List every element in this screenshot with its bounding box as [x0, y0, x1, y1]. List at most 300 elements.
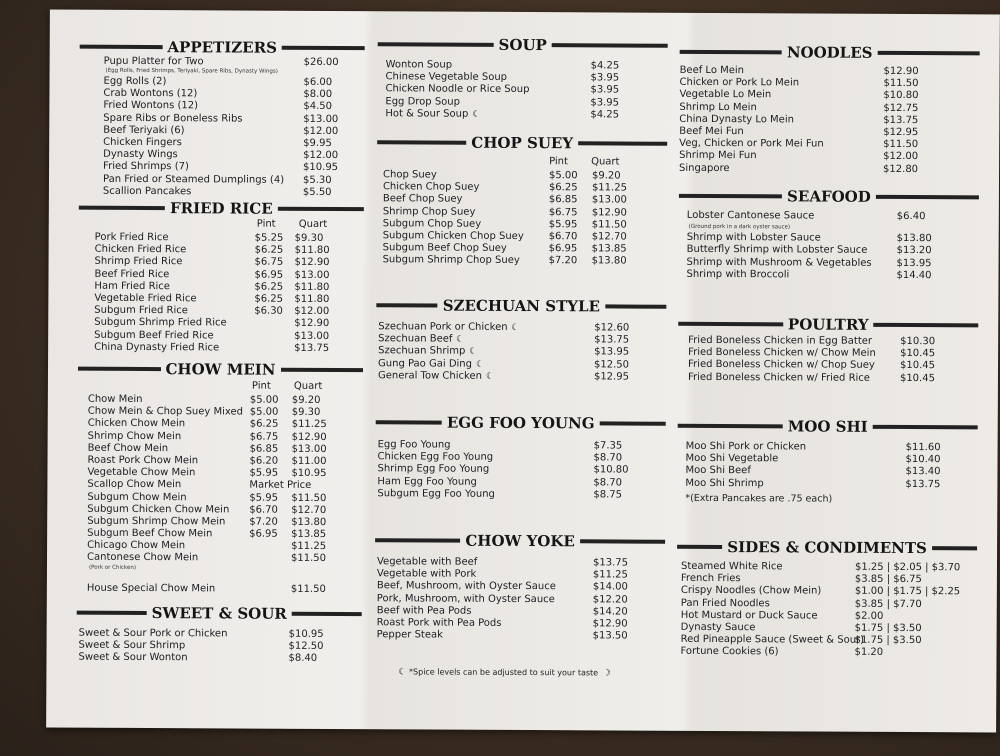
- item-price: $14.40: [896, 269, 932, 281]
- pint-price: $5.25: [254, 232, 284, 244]
- section-header-sweet-sour: [77, 604, 362, 623]
- sweet-sour-list: [76, 628, 361, 666]
- item-name: Chicken Fingers: [103, 136, 182, 149]
- chop-suey-list: [377, 169, 668, 268]
- header-rule: [77, 611, 147, 615]
- item-price: $11.60: [905, 442, 941, 454]
- menu-item: [678, 371, 978, 385]
- section-header-appetizers: [80, 38, 365, 57]
- menu-item: [679, 162, 979, 176]
- item-name: Scallop Chow Mein: [87, 479, 182, 491]
- item-price: $10.30: [900, 335, 936, 348]
- section-header-fried-rice: [79, 199, 364, 218]
- quart-price: $12.90: [294, 318, 330, 330]
- menu-column-left: [76, 10, 365, 729]
- item-name: Dynasty Sauce: [680, 621, 756, 634]
- item-name: Subgum Shrimp Chop Suey: [382, 254, 520, 267]
- item-price: $7.35: [593, 440, 623, 452]
- pint-price: $6.95: [254, 269, 284, 281]
- item-price: $13.75: [883, 114, 919, 126]
- item-price: $4.25: [590, 109, 620, 121]
- moo-shi-list: [677, 441, 977, 491]
- item-price: $8.40: [288, 653, 318, 665]
- item-price: $12.00: [883, 151, 919, 163]
- quart-price: $13.80: [291, 516, 327, 528]
- item-price: $10.95: [303, 162, 339, 174]
- item-name: Moo Shi Shrimp: [685, 477, 764, 489]
- pint-price: $6.70: [249, 504, 278, 516]
- item-price: $3.85 | $7.70: [854, 598, 922, 610]
- item-name: Shrimp with Mushroom & Vegetables: [686, 256, 872, 269]
- item-price: $6.00: [303, 76, 333, 88]
- item-name: Roast Pork Chow Mein: [87, 454, 199, 467]
- item-price: $3.95: [590, 84, 620, 96]
- item-price: $12.75: [883, 102, 919, 114]
- quart-price: $11.50: [290, 583, 326, 595]
- item-price: $1.75 | $3.50: [854, 634, 922, 647]
- item-price: $10.95: [288, 628, 324, 640]
- item-name: Butterfly Shrimp with Lobster Sauce: [686, 244, 868, 257]
- quart-price: $12.00: [294, 305, 330, 318]
- menu-item: [77, 552, 362, 566]
- item-price: $12.90: [592, 618, 628, 630]
- seafood-list: [678, 210, 978, 283]
- quart-price: $10.95: [291, 467, 327, 480]
- item-name: Beef Chow Mein: [87, 442, 169, 454]
- fried-rice-list: [78, 232, 364, 355]
- section-title: CHOW YOKE: [465, 531, 575, 551]
- quart-price: $13.00: [291, 443, 327, 455]
- item-name: Vegetable Lo Mein: [679, 89, 772, 101]
- item-name: Dynasty Wings: [103, 148, 178, 161]
- pint-price: $6.95: [548, 243, 578, 255]
- item-name: Cantonese Chow Mein: [86, 552, 199, 564]
- chili-icon: ☾: [511, 322, 520, 333]
- menu-item: [80, 56, 365, 69]
- menu-item: [76, 652, 361, 666]
- item-price: $9.95: [303, 137, 332, 149]
- item-name: Subgum Beef Chop Suey: [382, 242, 507, 255]
- sides-list: [676, 561, 977, 660]
- item-price: $26.00: [303, 56, 339, 69]
- header-rule: [278, 207, 364, 211]
- menu-item: [375, 488, 665, 502]
- item-name: Subgum Beef Chow Mein: [87, 527, 213, 540]
- item-name: Fried Boneless Chicken w/ Fried Rice: [687, 371, 870, 384]
- pint-price: $6.75: [249, 431, 279, 443]
- item-price: $12.95: [883, 126, 919, 139]
- item-name: Chow Mein & Chop Suey Mixed: [87, 405, 244, 418]
- menu-item: [375, 629, 665, 643]
- item-name: Beef, Mushroom, with Oyster Sauce: [376, 580, 556, 593]
- item-name: Sweet & Sour Wonton: [78, 652, 188, 664]
- item-name: Pepper Steak: [376, 629, 443, 641]
- quart-price: $11.25: [291, 419, 327, 431]
- pint-price: $6.25: [548, 182, 578, 194]
- item-name: Sweet & Sour Shrimp: [78, 639, 186, 652]
- header-rule: [677, 545, 722, 549]
- quart-price: $11.25: [291, 541, 327, 553]
- item-name: Spare Ribs or Boneless Ribs: [103, 112, 243, 125]
- item-name: Subgum Chow Mein: [87, 491, 187, 503]
- quart-price: $11.50: [291, 492, 327, 504]
- section-header-chow-yoke: [375, 531, 665, 551]
- section-title: SEAFOOD: [787, 187, 871, 206]
- header-rule: [874, 323, 979, 328]
- section-title: MOO SHI: [787, 417, 868, 436]
- item-name: Chicken Chop Suey: [382, 181, 480, 193]
- section-header-chop-suey: [377, 133, 667, 153]
- header-rule: [282, 46, 365, 50]
- item-name: Shrimp Mei Fun: [679, 150, 757, 162]
- item-name: China Dynasty Lo Mein: [679, 113, 795, 126]
- menu-paper: [46, 10, 1000, 733]
- header-rule: [580, 539, 665, 543]
- header-rule: [376, 303, 437, 307]
- section-header-sides: [677, 538, 977, 558]
- spice-note-text: *Spice levels can be adjusted to suit your taste: [409, 667, 599, 678]
- item-price: $12.50: [288, 640, 324, 653]
- section-title: CHOP SUEY: [471, 133, 574, 153]
- section-header-soup: [378, 35, 668, 55]
- chili-icon: ☾: [398, 667, 407, 678]
- item-name: Egg Foo Young: [377, 439, 451, 451]
- quart-price: $13.00: [294, 330, 330, 342]
- item-name: Moo Shi Pork or Chicken: [685, 440, 807, 453]
- quart-price: $11.25: [591, 182, 627, 194]
- item-name: Crispy Noodles (Chow Mein): [680, 585, 822, 597]
- pint-header: Pint: [549, 156, 568, 168]
- item-price: $12.50: [594, 358, 630, 371]
- pint-price: $6.25: [254, 281, 284, 293]
- item-price: $8.00: [303, 89, 333, 101]
- pint-price: $7.20: [548, 255, 578, 267]
- item-price: $4.50: [303, 101, 333, 113]
- item-price: $8.75: [593, 489, 623, 501]
- header-rule: [678, 424, 783, 429]
- item-name: Steamed White Rice: [680, 560, 783, 573]
- quart-price: $11.80: [294, 293, 330, 305]
- item-name: Red Pineapple Sauce (Sweet & Sour): [680, 633, 865, 646]
- header-rule: [281, 368, 364, 372]
- item-price: $14.00: [592, 581, 628, 593]
- quart-price: $13.75: [294, 342, 330, 354]
- item-price: $10.80: [593, 464, 629, 476]
- item-name: Szechuan Beef: [378, 333, 453, 345]
- pint-price: $6.75: [254, 256, 284, 269]
- header-rule: [378, 42, 494, 47]
- item-name: Hot & Sour Soup: [385, 108, 469, 120]
- quart-price: $9.20: [591, 170, 621, 182]
- section-header-chow-mein: [78, 360, 363, 379]
- section-title: FRIED RICE: [169, 199, 273, 218]
- chili-icon: ☾: [469, 347, 478, 358]
- pint-header: Pint: [251, 380, 271, 392]
- header-rule: [375, 538, 460, 542]
- quart-price: $13.80: [591, 255, 627, 267]
- item-price: $13.75: [594, 334, 630, 346]
- quart-price: $11.50: [591, 219, 627, 231]
- item-name: Fried Boneless Chicken in Egg Batter: [688, 334, 873, 347]
- item-price: $5.30: [302, 174, 332, 186]
- item-name: Chicken Egg Foo Young: [377, 451, 494, 464]
- item-name: Beef with Pea Pods: [376, 604, 472, 617]
- item-price: $3.85 | $6.75: [854, 573, 922, 586]
- pint-price: $6.75: [548, 206, 578, 218]
- quart-price: $13.85: [591, 243, 627, 255]
- section-header-moo-shi: [678, 417, 978, 437]
- item-price: $12.80: [883, 163, 919, 175]
- item-price: $12.95: [593, 371, 629, 383]
- item-name: Chop Suey: [382, 169, 437, 181]
- section-header-poultry: [678, 315, 978, 335]
- item-name: Shrimp Lo Mein: [679, 101, 757, 113]
- quart-header: Quart: [298, 218, 328, 230]
- item-name: Pupu Platter for Two: [103, 55, 204, 68]
- item-price: $13.40: [905, 466, 941, 478]
- item-name: Vegetable Chow Mein: [87, 466, 196, 479]
- section-header-szechuan: [376, 296, 666, 316]
- item-price: $11.50: [883, 139, 919, 151]
- chili-icon: ☾: [456, 334, 465, 345]
- item-name: Shrimp with Broccoli: [686, 268, 790, 281]
- chili-icon: ☾: [476, 359, 485, 370]
- item-name: Fried Shrimps (7): [103, 161, 189, 173]
- menu-item: [376, 370, 666, 384]
- pint-price: $5.00: [548, 170, 578, 182]
- menu-item: [676, 646, 976, 660]
- pint-price: $5.00: [249, 406, 279, 418]
- chili-icon: ☾: [485, 371, 495, 382]
- item-price: $5.50: [302, 186, 332, 198]
- menu-item: [679, 210, 979, 224]
- chili-icon: ☽: [602, 668, 611, 679]
- item-price: $12.00: [303, 149, 339, 162]
- item-name: Subgum Shrimp Fried Rice: [94, 317, 227, 329]
- item-price: $13.00: [303, 113, 339, 125]
- quart-price: $11.50: [290, 553, 327, 565]
- item-name: Beef Fried Rice: [94, 268, 170, 280]
- item-price: $13.75: [592, 557, 629, 569]
- item-name: Shrimp Fried Rice: [94, 256, 183, 268]
- item-name: Singapore: [679, 162, 730, 174]
- menu-column-right: [676, 13, 980, 733]
- section-title: EGG FOO YOUNG: [446, 413, 595, 433]
- pint-price: $5.95: [548, 218, 578, 231]
- menu-item: [377, 255, 667, 269]
- section-title: NOODLES: [786, 43, 873, 62]
- pint-price: $6.70: [548, 231, 578, 243]
- item-price: $11.50: [883, 78, 919, 90]
- quart-price: $12.70: [291, 504, 327, 516]
- item-name: Chinese Vegetable Soup: [385, 71, 508, 84]
- item-price: $1.00 | $1.75 | $2.25: [854, 586, 961, 598]
- item-price: $12.90: [883, 65, 919, 78]
- item-price: $11.25: [592, 569, 628, 581]
- item-name: Szechuan Shrimp: [378, 345, 466, 358]
- header-rule: [79, 206, 165, 210]
- item-price: $1.20: [854, 647, 884, 659]
- menu-item: [77, 582, 362, 596]
- item-price: $3.95: [590, 96, 620, 109]
- item-name: Moo Shi Beef: [685, 465, 751, 477]
- item-price: $10.40: [905, 454, 941, 466]
- item-price: $13.95: [594, 346, 630, 358]
- item-name: French Fries: [680, 573, 741, 585]
- item-price: $13.80: [896, 233, 932, 245]
- pint-price: $5.95: [249, 492, 279, 504]
- header-rule: [679, 194, 782, 199]
- item-name: Roast Pork with Pea Pods: [376, 617, 502, 629]
- section-title: SZECHUAN STYLE: [442, 296, 600, 316]
- item-price: $10.45: [900, 348, 936, 360]
- item-name: Shrimp Egg Foo Young: [377, 463, 490, 476]
- item-name: Shrimp with Lobster Sauce: [686, 232, 821, 244]
- menu-item: [78, 341, 363, 355]
- item-name: Chicken or Pork Lo Mein: [679, 77, 800, 89]
- quart-price: $11.80: [294, 244, 330, 257]
- item-name: Beef Mei Fun: [679, 125, 744, 138]
- item-name: Egg Rolls (2): [103, 75, 167, 88]
- menu-item: [79, 185, 364, 199]
- header-rule: [292, 612, 362, 616]
- menu-item: [677, 477, 977, 491]
- pint-price: Market Price: [249, 479, 312, 492]
- item-name: Pork, Mushroom, with Oyster Sauce: [376, 592, 555, 605]
- quart-header: Quart: [293, 380, 323, 392]
- pint-price: $6.85: [249, 443, 279, 455]
- pint-price: $6.25: [249, 418, 279, 431]
- item-price: $1.75 | $3.50: [854, 622, 922, 635]
- menu-column-middle: [374, 11, 668, 731]
- item-price: $12.60: [594, 322, 630, 334]
- item-note: (Ground pork in a dark oyster sauce): [688, 224, 791, 231]
- section-title: SIDES & CONDIMENTS: [727, 538, 927, 558]
- item-name: Sweet & Sour Pork or Chicken: [78, 627, 228, 640]
- pint-price: $6.30: [254, 305, 283, 317]
- section-title: SOUP: [498, 35, 547, 55]
- item-name: Crab Wontons (12): [103, 87, 198, 100]
- item-name: Chicago Chow Mein: [87, 539, 186, 552]
- header-rule: [878, 51, 980, 56]
- pint-price: $6.95: [249, 528, 278, 540]
- item-name: Vegetable with Pork: [376, 568, 477, 580]
- item-name: Subgum Beef Fried Rice: [94, 329, 214, 341]
- item-name: Veg, Chicken or Pork Mei Fun: [679, 137, 824, 150]
- item-name: Fried Boneless Chicken w/ Chow Mein: [688, 347, 876, 360]
- header-rule: [932, 546, 977, 550]
- item-price: $12.20: [592, 593, 628, 606]
- pint-price: $6.20: [249, 455, 279, 467]
- menu-item: [377, 108, 667, 122]
- item-name: Shrimp Chop Suey: [382, 205, 476, 218]
- szechuan-list: [376, 321, 666, 383]
- header-rule: [876, 195, 979, 200]
- item-name: Beef Teriyaki (6): [103, 124, 185, 136]
- item-name: Lobster Cantonese Sauce: [686, 209, 815, 222]
- section-header-egg-foo-young: [376, 413, 666, 433]
- item-price: $13.20: [896, 245, 932, 257]
- item-price: $3.95: [590, 72, 620, 84]
- menu-item: [678, 269, 978, 283]
- header-rule: [600, 421, 666, 425]
- item-price: $13.50: [592, 630, 628, 642]
- item-name: Fried Boneless Chicken w/ Chop Suey: [688, 359, 875, 372]
- item-price: $10.45: [899, 372, 935, 384]
- item-price: $2.00: [854, 610, 884, 622]
- item-name: China Dynasty Fried Rice: [94, 341, 220, 354]
- pancake-footnote: *(Extra Pancakes are .75 each): [685, 492, 833, 505]
- pint-price: $5.95: [249, 467, 279, 479]
- header-rule: [80, 45, 163, 49]
- quart-price: $12.90: [291, 431, 327, 443]
- section-title: CHOW MEIN: [165, 360, 276, 379]
- header-rule: [605, 304, 666, 308]
- item-name: Moo Shi Vegetable: [685, 453, 779, 465]
- item-price: $10.45: [900, 360, 936, 372]
- section-title: SWEET & SOUR: [151, 604, 287, 623]
- pint-price: $6.25: [254, 293, 284, 305]
- item-name: Scallion Pancakes: [102, 185, 192, 197]
- item-price: $8.70: [593, 452, 623, 464]
- section-title: APPETIZERS: [167, 38, 277, 57]
- poultry-list: [678, 335, 978, 385]
- item-price: $14.20: [592, 606, 628, 618]
- header-rule: [552, 43, 668, 48]
- item-name: Pan Fried Noodles: [680, 597, 770, 609]
- item-name: Subgum Fried Rice: [94, 304, 188, 317]
- header-rule: [578, 141, 667, 145]
- quart-price: $12.90: [591, 206, 627, 219]
- header-rule: [678, 322, 783, 327]
- quart-price: $11.80: [294, 281, 330, 293]
- pint-price: $5.00: [249, 394, 279, 406]
- chow-mein-list: [77, 394, 363, 596]
- item-name: Fortune Cookies (6): [680, 646, 779, 658]
- item-name: Chicken Chow Mein: [87, 418, 186, 430]
- chow-yoke-list: [375, 556, 665, 643]
- item-name: Gung Pao Gai Ding: [378, 357, 473, 370]
- item-price: $8.70: [593, 476, 623, 489]
- chili-icon: ☾: [472, 109, 481, 120]
- header-rule: [873, 425, 978, 430]
- item-price: $4.25: [590, 60, 620, 72]
- quart-price: $13.85: [291, 528, 327, 541]
- quart-price: $11.00: [291, 455, 327, 467]
- item-name: Beef Lo Mein: [679, 64, 745, 77]
- item-name: House Special Chow Mein: [86, 582, 216, 595]
- quart-price: $13.00: [591, 194, 627, 206]
- header-rule: [376, 420, 442, 424]
- item-name: Subgum Chicken Chop Suey: [382, 230, 524, 242]
- item-price: $1.25 | $2.05 | $3.70: [854, 561, 961, 574]
- pint-header: Pint: [256, 218, 276, 230]
- item-name: Subgum Chop Suey: [382, 218, 482, 230]
- item-price: $13.75: [905, 478, 941, 490]
- item-name: Pork Fried Rice: [94, 231, 169, 244]
- item-name: Szechuan Pork or Chicken: [378, 321, 508, 333]
- item-note: (Egg Rolls, Fried Shrimps, Teriyaki, Spare Ribs, Dynasty Wings): [105, 67, 278, 75]
- section-header-seafood: [679, 187, 979, 207]
- item-name: Hot Mustard or Duck Sauce: [680, 609, 818, 622]
- section-header-noodles: [680, 43, 980, 63]
- quart-price: $9.30: [294, 232, 324, 244]
- header-rule: [680, 50, 782, 55]
- item-name: Chicken Fried Rice: [94, 243, 187, 256]
- pint-price: $7.20: [249, 516, 278, 528]
- quart-price: $9.20: [291, 394, 321, 406]
- quart-header: Quart: [591, 156, 620, 168]
